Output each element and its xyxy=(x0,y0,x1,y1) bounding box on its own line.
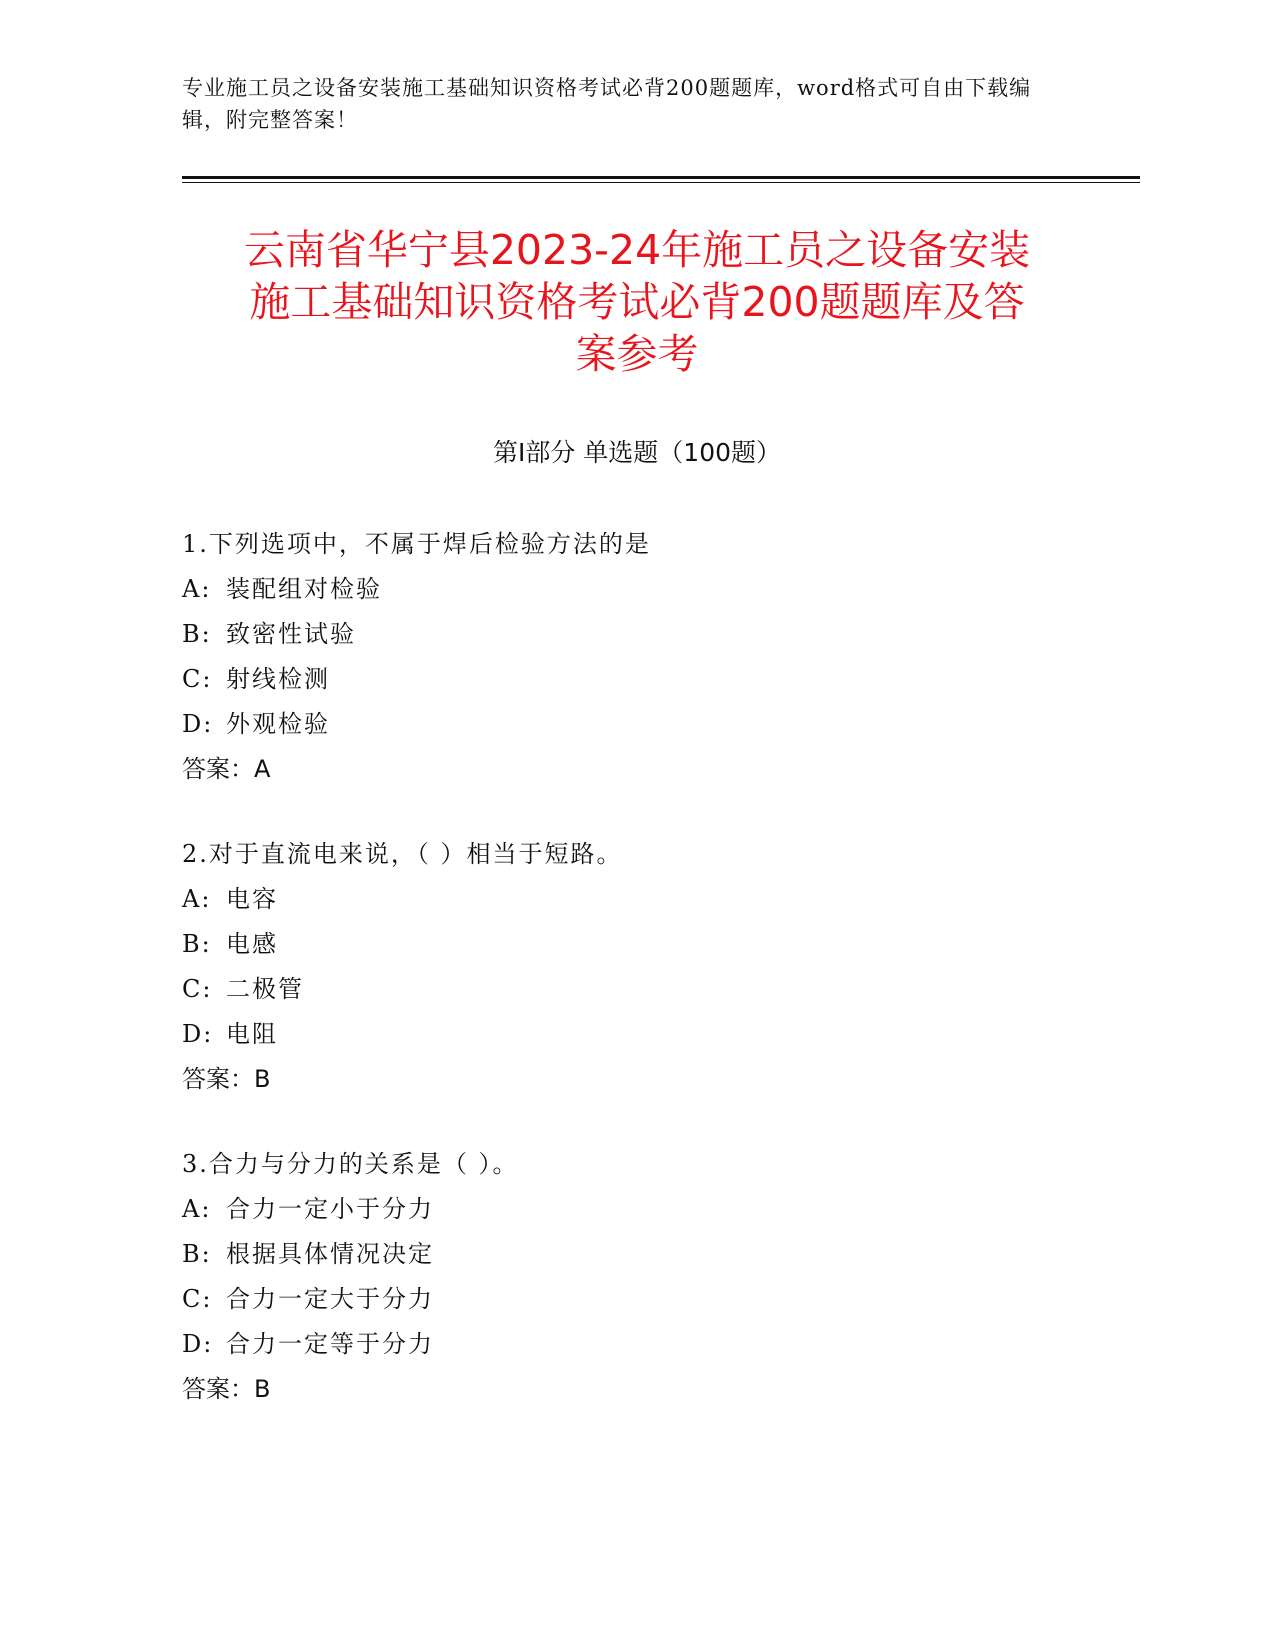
question-option-a xyxy=(182,1187,1082,1232)
option-key: A: xyxy=(182,885,212,913)
option-text: 外观检验 xyxy=(226,710,330,738)
question-option-c xyxy=(182,1277,1082,1322)
question-option-b xyxy=(182,1232,1082,1277)
option-text: 致密性试验 xyxy=(226,620,356,648)
option-key: A: xyxy=(182,1195,212,1223)
question-item xyxy=(182,832,1082,1102)
question-option-c xyxy=(182,967,1082,1012)
option-text: 合力一定大于分力 xyxy=(226,1285,434,1313)
question-option-a xyxy=(182,877,1082,922)
option-key: B: xyxy=(182,620,212,648)
question-option-d xyxy=(182,1322,1082,1367)
section-heading: 第I部分 单选题（100题） xyxy=(492,438,782,467)
question-list xyxy=(182,522,1082,1452)
question-option-c xyxy=(182,657,1082,702)
question-option-d xyxy=(182,702,1082,747)
document-title-line-1: 云南省华宁县2023-24年施工员之设备安装 xyxy=(243,226,1031,274)
option-key: D: xyxy=(182,1330,214,1358)
document-title-line-3: 案参考 xyxy=(575,330,699,378)
header-divider-thick xyxy=(182,176,1140,179)
option-text: 电容 xyxy=(226,885,278,913)
option-key: C: xyxy=(182,1285,213,1313)
question-stem: 3.合力与分力的关系是（ ）。 xyxy=(182,1150,519,1178)
question-item xyxy=(182,522,1082,792)
question-option-b xyxy=(182,612,1082,657)
option-key: C: xyxy=(182,975,213,1003)
document-title-line-2: 施工基础知识资格考试必背200题题库及答 xyxy=(249,278,1025,326)
option-key: B: xyxy=(182,930,212,958)
option-key: D: xyxy=(182,1020,214,1048)
question-option-d xyxy=(182,1012,1082,1057)
option-key: A: xyxy=(182,575,212,603)
option-text: 电阻 xyxy=(226,1020,278,1048)
question-option-b xyxy=(182,922,1082,967)
question-option-a xyxy=(182,567,1082,612)
question-stem: 1.下列选项中，不属于焊后检验方法的是 xyxy=(182,530,651,558)
option-key: B: xyxy=(182,1240,212,1268)
option-text: 合力一定小于分力 xyxy=(226,1195,434,1223)
option-key: C: xyxy=(182,665,213,693)
option-text: 电感 xyxy=(226,930,278,958)
question-answer: 答案：B xyxy=(182,1375,271,1403)
option-text: 合力一定等于分力 xyxy=(226,1330,434,1358)
question-item xyxy=(182,1142,1082,1412)
option-text: 装配组对检验 xyxy=(226,575,382,603)
document-title xyxy=(182,224,1092,380)
option-text: 二极管 xyxy=(226,975,304,1003)
header-note: 专业施工员之设备安装施工基础知识资格考试必背200题题库，word格式可自由下载编辑，附完整答案！ xyxy=(182,76,1032,132)
question-answer: 答案：B xyxy=(182,1065,271,1093)
header-divider-thin xyxy=(182,182,1140,183)
option-text: 射线检测 xyxy=(226,665,330,693)
option-text: 根据具体情况决定 xyxy=(226,1240,434,1268)
option-key: D: xyxy=(182,710,214,738)
question-stem: 2.对于直流电来说，（ ）相当于短路。 xyxy=(182,840,623,868)
question-answer: 答案：A xyxy=(182,755,271,783)
